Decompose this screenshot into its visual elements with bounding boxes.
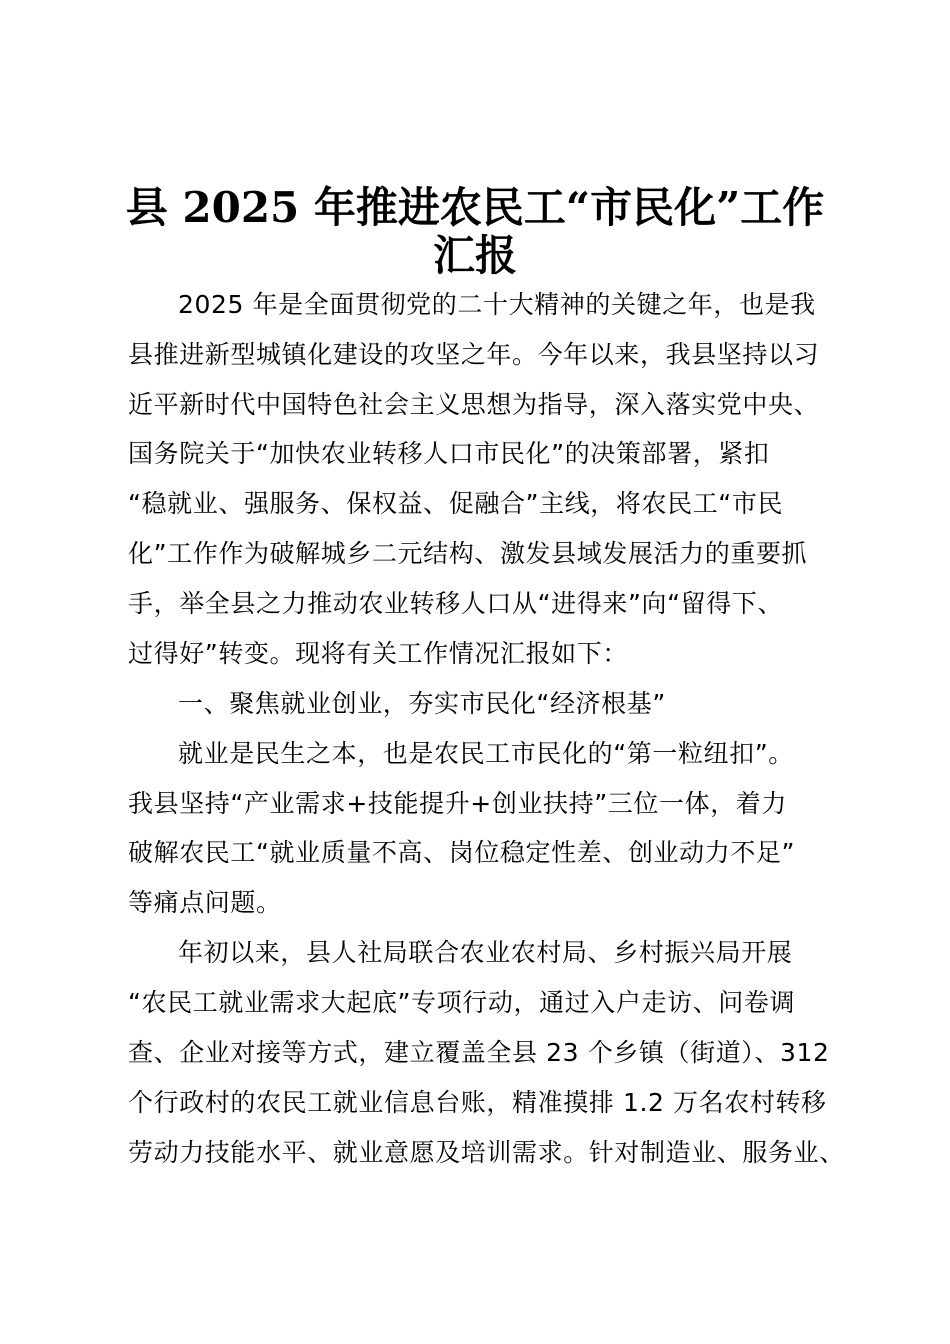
paragraph-line: 近平新时代中国特色社会主义思想为指导，深入落实党中央、 [128, 390, 820, 419]
paragraph-line: 查、企业对接等方式，建立覆盖全县 23 个乡镇（街道）、312 [128, 1038, 830, 1067]
paragraph-line: “农民工就业需求大起底”专项行动，通过入户走访、问卷调 [128, 988, 796, 1017]
paragraph-line: 个行政村的农民工就业信息台账，精准摸排 1.2 万名农村转移 [128, 1088, 827, 1117]
document-title-line-1: 县 2025 年推进农民工“市民化”工作 [125, 183, 825, 232]
paragraph-line: “稳就业、强服务、保权益、促融合”主线，将农民工“市民 [128, 489, 784, 518]
paragraph-line: 我县坚持“产业需求+技能提升+创业扶持”三位一体，着力 [128, 789, 787, 818]
paragraph-line: 县推进新型城镇化建设的攻坚之年。今年以来，我县坚持以习 [128, 340, 820, 369]
paragraph-line: 过得好”转变。现将有关工作情况汇报如下： [128, 639, 628, 668]
section-heading: 一、聚焦就业创业，夯实市民化“经济根基” [178, 689, 666, 718]
paragraph-line: 化”工作作为破解城乡二元结构、激发县域发展活力的重要抓 [128, 539, 808, 568]
document-title-line-2: 汇报 [432, 231, 517, 280]
paragraph-line: 就业是民生之本，也是农民工市民化的“第一粒纽扣”。 [178, 739, 794, 768]
paragraph-line: 等痛点问题。 [128, 888, 282, 917]
paragraph-line: 劳动力技能水平、就业意愿及培训需求。针对制造业、服务业、 [128, 1138, 845, 1167]
paragraph-line: 2025 年是全面贯彻党的二十大精神的关键之年，也是我 [178, 290, 816, 319]
paragraph-line: 年初以来，县人社局联合农业农村局、乡村振兴局开展 [178, 938, 793, 967]
paragraph-line: 手，举全县之力推动农业转移人口从“进得来”向“留得下、 [128, 589, 784, 618]
paragraph-line: 破解农民工“就业质量不高、岗位稳定性差、创业动力不足” [128, 838, 796, 867]
paragraph-line: 国务院关于“加快农业转移人口市民化”的决策部署，紧扣 [128, 439, 770, 468]
